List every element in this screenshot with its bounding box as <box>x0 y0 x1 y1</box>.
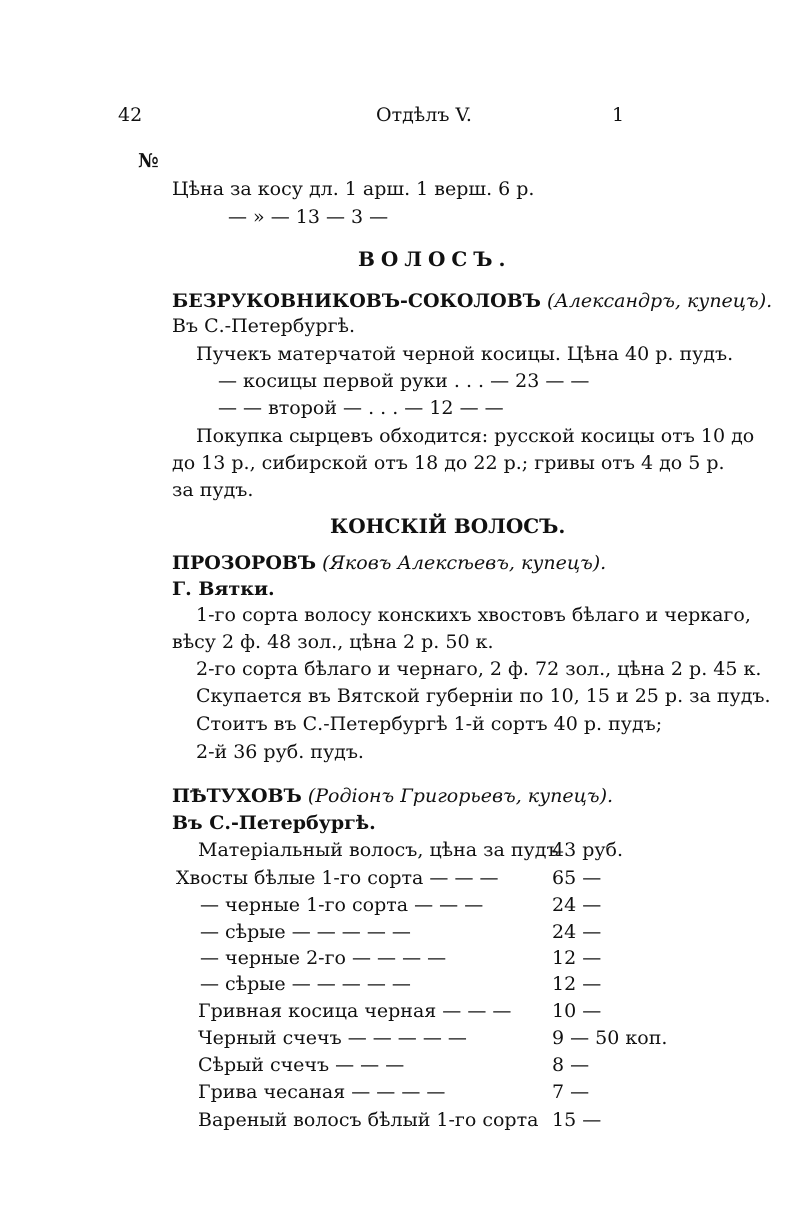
header-mark: 1 <box>612 104 625 126</box>
table-row-value: 12 — <box>552 947 602 969</box>
table-row-value: 8 — <box>552 1054 590 1076</box>
firm-detail: (Александръ, купецъ). <box>547 290 773 312</box>
section-heading-konsky: КОНСКІЙ ВОЛОСЪ. <box>330 514 566 538</box>
table-row-name: — сѣрые — — — — — <box>200 973 411 995</box>
paragraph-line: Скупается въ Вятской губерніи по 10, 15 и 25 р. за пудъ. <box>196 685 771 707</box>
price-line: — — второй — . . . — 12 — — <box>218 397 504 419</box>
table-row-value: 7 — <box>552 1081 590 1103</box>
paragraph-line: 2-го сорта бѣлаго и чернаго, 2 ф. 72 зол., цѣна 2 р. 45 к. <box>196 658 762 680</box>
table-row-name: Гривная косица черная — — — <box>198 1000 512 1022</box>
paragraph-line: 2-й 36 руб. пудъ. <box>196 741 364 763</box>
firm-detail: (Родіонъ Григорьевъ, купецъ). <box>307 785 614 807</box>
table-row-value: 15 — <box>552 1109 602 1131</box>
place-line: Въ С.-Петербургѣ. <box>172 812 376 834</box>
firm-name: БЕЗРУКОВНИКОВЪ-СОКОЛОВЪ <box>172 290 541 312</box>
paragraph-line: Покупка сырцевъ обходится: русской косицы отъ 10 до <box>196 425 755 447</box>
price-line: — косицы первой руки . . . — 23 — — <box>218 370 590 392</box>
firm-entry-prozorov <box>172 552 606 574</box>
paragraph-line: за пудъ. <box>172 479 254 501</box>
table-row-name: Грива чесаная — — — — <box>198 1081 446 1103</box>
place-line: Въ С.-Петербургѣ. <box>172 315 356 337</box>
table-row-value: 24 — <box>552 894 602 916</box>
table-row-value: 9 — 50 коп. <box>552 1027 668 1049</box>
table-row-name: Вареный волосъ бѣлый 1-го сорта <box>198 1109 539 1131</box>
table-row-value: 65 — <box>552 867 602 889</box>
firm-entry-bezrukovnikov <box>172 290 772 312</box>
table-row-name: Сѣрый счечъ — — — <box>198 1054 405 1076</box>
table-row-value: 43 руб. <box>552 839 624 861</box>
page-number: 42 <box>118 104 143 126</box>
table-row-name: Хвосты бѣлые 1-го сорта — — — <box>176 867 499 889</box>
price-line-2: — » — 13 — 3 — <box>228 206 389 228</box>
price-line-1: Цѣна за косу дл. 1 арш. 1 верш. 6 р. <box>172 178 535 200</box>
firm-entry-petukhov <box>172 785 613 807</box>
paragraph-line: вѣсу 2 ф. 48 зол., цѣна 2 р. 50 к. <box>172 631 494 653</box>
table-row-value: 12 — <box>552 973 602 995</box>
number-sign: № <box>138 150 159 172</box>
table-row-value: 24 — <box>552 921 602 943</box>
table-row-name: — черные 1-го сорта — — — <box>200 894 484 916</box>
firm-detail: (Яковъ Алексѣевъ, купецъ). <box>322 552 607 574</box>
place-line: Г. Вятки. <box>172 578 275 600</box>
table-row-name: Матеріальный волосъ, цѣна за пудъ <box>198 839 559 861</box>
firm-name: ПРОЗОРОВЪ <box>172 552 317 574</box>
paragraph-line: Стоитъ въ С.-Петербургѣ 1-й сортъ 40 р. пудъ; <box>196 713 663 735</box>
paragraph-line: до 13 р., сибирской отъ 18 до 22 р.; гривы отъ 4 до 5 р. <box>172 452 725 474</box>
section-title: Отдѣлъ V. <box>376 104 472 126</box>
section-heading-volos: ВОЛОСЪ. <box>358 247 512 271</box>
table-row-name: — черные 2-го — — — — <box>200 947 447 969</box>
price-line: Пучекъ матерчатой черной косицы. Цѣна 40 р. пудъ. <box>196 343 734 365</box>
table-row-value: 10 — <box>552 1000 602 1022</box>
firm-name: ПѢТУХОВЪ <box>172 785 302 807</box>
table-row-name: Черный счечъ — — — — — <box>198 1027 467 1049</box>
table-row-name: — сѣрые — — — — — <box>200 921 411 943</box>
paragraph-line: 1-го сорта волосу конскихъ хвостовъ бѣлаго и черкаго, <box>196 604 751 626</box>
